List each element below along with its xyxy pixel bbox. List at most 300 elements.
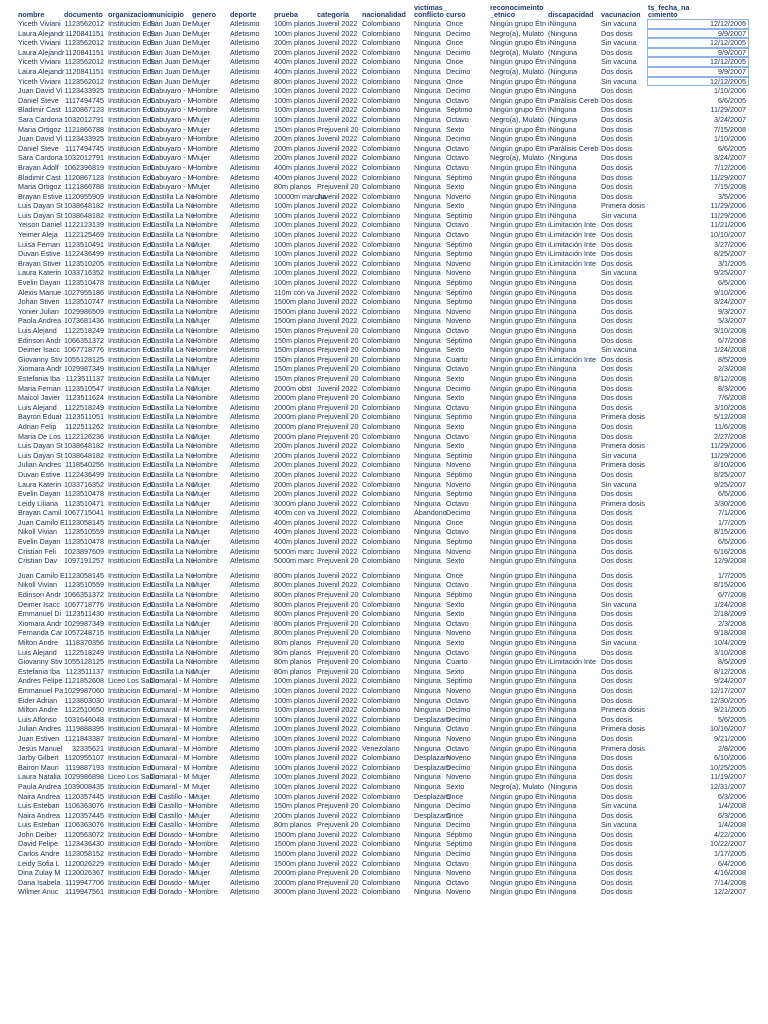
cell-reconocimiento-etnico[interactable]: Negro(a), Mulato bbox=[490, 114, 544, 124]
cell-reconocimiento-etnico[interactable]: Ningún grupo Étn bbox=[490, 287, 546, 297]
cell-discapacidad[interactable]: iNinguna bbox=[548, 705, 577, 715]
cell-curso[interactable]: Sexto bbox=[446, 599, 465, 609]
cell-vacunacion[interactable]: Dos dosis bbox=[601, 546, 633, 556]
table-row[interactable] bbox=[17, 240, 749, 250]
cell-municipio[interactable]: Castilla La Nu bbox=[150, 556, 195, 566]
cell-nombre[interactable]: Maria Fernan bbox=[18, 383, 61, 393]
cell-organizacion[interactable]: Institucion Edu bbox=[108, 210, 156, 220]
cell-victimas-conflicto[interactable]: Ninguna bbox=[414, 316, 441, 326]
cell-categoria[interactable]: Juvenil 2022 bbox=[317, 57, 358, 67]
cell-vacunacion[interactable]: Dos dosis bbox=[601, 647, 633, 657]
cell-municipio[interactable]: Castilla La Nu bbox=[150, 239, 195, 249]
cell-prueba[interactable]: 400m planos bbox=[274, 172, 316, 182]
cell-genero[interactable]: Hombre bbox=[192, 354, 218, 364]
cell-deporte[interactable]: Atletismo bbox=[230, 278, 260, 288]
cell-reconocimiento-etnico[interactable]: Ningún grupo Étn bbox=[490, 839, 546, 849]
cell-nombre[interactable]: Luis Alejand bbox=[18, 402, 57, 412]
cell-fecha-nacimiento[interactable]: 4/22/2006 bbox=[714, 829, 746, 839]
cell-reconocimiento-etnico[interactable]: Ningún grupo Étn bbox=[490, 86, 546, 96]
cell-genero[interactable]: Hombre bbox=[192, 326, 218, 335]
table-row[interactable] bbox=[17, 628, 749, 638]
cell-genero[interactable]: Mujer bbox=[192, 38, 210, 48]
cell-nombre[interactable]: David Felipe bbox=[18, 839, 58, 849]
table-row[interactable] bbox=[17, 518, 749, 528]
column-header-fecha-nacimiento[interactable]: ts_fecha_na cimiento bbox=[648, 3, 690, 19]
cell-organizacion[interactable]: Institucion Edu bbox=[108, 230, 156, 240]
cell-nacionalidad[interactable]: Colombiano bbox=[362, 556, 401, 566]
cell-nacionalidad[interactable]: Colombiano bbox=[362, 143, 401, 153]
cell-discapacidad[interactable]: iNinguna bbox=[548, 19, 577, 28]
cell-documento[interactable]: 1106363076 bbox=[64, 801, 104, 811]
cell-nacionalidad[interactable]: Colombiano bbox=[362, 858, 401, 868]
cell-organizacion[interactable]: Institucion Edu bbox=[108, 666, 156, 676]
cell-deporte[interactable]: Atletismo bbox=[230, 705, 260, 715]
cell-genero[interactable]: Hombre bbox=[192, 460, 218, 470]
cell-fecha-nacimiento[interactable]: 11/19/2007 bbox=[710, 772, 746, 782]
cell-discapacidad[interactable]: iNinguna bbox=[548, 287, 577, 297]
cell-organizacion[interactable]: Institucion Edu bbox=[108, 849, 156, 859]
cell-victimas-conflicto[interactable]: Ninguna bbox=[414, 412, 441, 422]
cell-nombre[interactable]: Luis Alejand bbox=[18, 326, 57, 335]
cell-nacionalidad[interactable]: Colombiano bbox=[362, 76, 401, 86]
cell-prueba[interactable]: 1500m plano bbox=[274, 316, 316, 326]
cell-documento[interactable]: 1122125469 bbox=[64, 230, 104, 240]
column-header-nombre[interactable]: nombre bbox=[18, 9, 45, 19]
cell-categoria[interactable]: Juvenil 2022 bbox=[317, 762, 358, 772]
cell-deporte[interactable]: Atletismo bbox=[230, 402, 260, 412]
cell-fecha-nacimiento[interactable]: 9/25/2007 bbox=[714, 479, 746, 489]
cell-genero[interactable]: Hombre bbox=[192, 345, 218, 355]
cell-organizacion[interactable]: Institucion Edu bbox=[108, 201, 156, 211]
cell-fecha-nacimiento[interactable]: 8/15/2006 bbox=[714, 527, 746, 537]
table-row[interactable] bbox=[17, 393, 749, 403]
cell-deporte[interactable]: Atletismo bbox=[230, 743, 260, 753]
cell-nacionalidad[interactable]: Colombiano bbox=[362, 287, 401, 297]
cell-nacionalidad[interactable]: Colombiano bbox=[362, 258, 401, 268]
table-row[interactable] bbox=[17, 676, 749, 686]
table-row[interactable] bbox=[17, 590, 749, 600]
cell-fecha-nacimiento[interactable]: 2/3/2008 bbox=[718, 618, 746, 628]
cell-documento[interactable]: 1123511051 bbox=[65, 412, 104, 422]
cell-curso[interactable]: Noveno bbox=[446, 628, 471, 638]
cell-categoria[interactable]: Juvenil 2022 bbox=[317, 19, 358, 28]
cell-vacunacion[interactable]: Dos dosis bbox=[601, 239, 633, 249]
cell-fecha-nacimiento[interactable]: 8/5/2009 bbox=[718, 657, 746, 667]
cell-curso[interactable]: Decimo bbox=[446, 66, 471, 76]
cell-fecha-nacimiento[interactable]: 2/18/2009 bbox=[714, 609, 746, 619]
cell-discapacidad[interactable]: iNinguna bbox=[548, 733, 577, 743]
cell-nombre[interactable]: Juan David Vi bbox=[18, 86, 63, 96]
cell-victimas-conflicto[interactable]: Ninguna bbox=[414, 441, 441, 451]
cell-curso[interactable]: Sexto bbox=[446, 638, 465, 647]
cell-municipio[interactable]: Cabuyaro - M bbox=[150, 134, 194, 144]
cell-vacunacion[interactable]: Primera dosis bbox=[601, 201, 645, 211]
cell-deporte[interactable]: Atletismo bbox=[230, 810, 260, 820]
cell-documento[interactable]: 1073681436 bbox=[64, 316, 104, 326]
column-header-genero[interactable]: genero bbox=[192, 9, 216, 19]
cell-prueba[interactable]: 150m planos bbox=[274, 124, 316, 134]
cell-fecha-nacimiento[interactable]: 5/6/2005 bbox=[718, 714, 746, 724]
cell-genero[interactable]: Hombre bbox=[192, 638, 218, 647]
cell-prueba[interactable]: 200m planos bbox=[274, 143, 316, 153]
cell-categoria[interactable]: Juvenil 2022 bbox=[317, 829, 358, 839]
cell-deporte[interactable]: Atletismo bbox=[230, 508, 260, 518]
cell-categoria[interactable]: Juvenil 2022 bbox=[317, 810, 358, 820]
cell-nombre[interactable]: Julian Andres bbox=[18, 724, 62, 734]
cell-categoria[interactable]: Juvenil 2022 bbox=[317, 517, 358, 527]
cell-vacunacion[interactable]: Dos dosis bbox=[601, 354, 633, 364]
cell-deporte[interactable]: Atletismo bbox=[230, 230, 260, 240]
cell-documento[interactable]: 1032012791 bbox=[64, 114, 104, 124]
cell-organizacion[interactable]: Institucion Edu bbox=[108, 383, 156, 393]
cell-curso[interactable]: Sexto bbox=[446, 556, 465, 566]
cell-victimas-conflicto[interactable]: Desplazam bbox=[414, 791, 450, 801]
cell-categoria[interactable]: Juvenil 2022 bbox=[317, 220, 358, 230]
cell-deporte[interactable]: Atletismo bbox=[230, 354, 260, 364]
cell-categoria[interactable]: Prejuvenil 20 bbox=[317, 868, 359, 878]
cell-genero[interactable]: Hombre bbox=[192, 86, 218, 96]
cell-documento[interactable]: 1123562012 bbox=[64, 76, 104, 86]
cell-municipio[interactable]: Cabuyaro - M bbox=[150, 172, 194, 182]
cell-organizacion[interactable]: Institucion Edu bbox=[108, 191, 156, 201]
cell-nacionalidad[interactable]: Colombiano bbox=[362, 791, 401, 801]
cell-prueba[interactable]: 100m planos bbox=[274, 114, 316, 124]
cell-documento[interactable]: 1123510205 bbox=[64, 258, 104, 268]
cell-curso[interactable]: Decimo bbox=[446, 705, 471, 715]
cell-categoria[interactable]: Prejuvenil 20 bbox=[317, 431, 359, 441]
cell-prueba[interactable]: 800m planos bbox=[274, 580, 316, 590]
cell-municipio[interactable]: Cumaral - M bbox=[150, 781, 190, 791]
cell-victimas-conflicto[interactable]: Ninguna bbox=[414, 66, 441, 76]
cell-nombre[interactable]: Bairon Mauri bbox=[18, 762, 59, 772]
cell-nacionalidad[interactable]: Colombiano bbox=[362, 469, 401, 479]
cell-curso[interactable]: Octavo bbox=[446, 580, 469, 590]
cell-victimas-conflicto[interactable]: Ninguna bbox=[414, 676, 441, 686]
table-row[interactable] bbox=[17, 96, 749, 106]
cell-prueba[interactable]: 100m planos bbox=[274, 95, 316, 105]
cell-victimas-conflicto[interactable]: Ninguna bbox=[414, 421, 441, 431]
cell-deporte[interactable]: Atletismo bbox=[230, 258, 260, 268]
cell-deporte[interactable]: Atletismo bbox=[230, 172, 260, 182]
cell-categoria[interactable]: Prejuvenil 20 bbox=[317, 590, 359, 600]
cell-reconocimiento-etnico[interactable]: Ningún grupo Étn bbox=[490, 162, 546, 172]
cell-categoria[interactable]: Juvenil 2022 bbox=[317, 460, 358, 470]
cell-fecha-nacimiento[interactable]: 8/25/2007 bbox=[714, 249, 746, 259]
cell-reconocimiento-etnico[interactable]: Ningún grupo Étn bbox=[490, 57, 546, 67]
cell-genero[interactable]: Hombre bbox=[192, 676, 218, 686]
cell-nombre[interactable]: Cristian Feli bbox=[18, 546, 56, 556]
cell-organizacion[interactable]: Institucion Edu bbox=[108, 364, 156, 374]
cell-genero[interactable]: Mujer bbox=[192, 489, 210, 499]
cell-curso[interactable]: Séptimo bbox=[446, 297, 473, 307]
cell-nacionalidad[interactable]: Colombiano bbox=[362, 724, 401, 734]
cell-genero[interactable]: Hombre bbox=[192, 887, 218, 897]
cell-organizacion[interactable]: Institucion Edu bbox=[108, 618, 156, 628]
column-header-prueba[interactable]: prueba bbox=[274, 9, 298, 19]
cell-deporte[interactable]: Atletismo bbox=[230, 124, 260, 134]
cell-victimas-conflicto[interactable]: Ninguna bbox=[414, 618, 441, 628]
cell-deporte[interactable]: Atletismo bbox=[230, 153, 260, 163]
cell-municipio[interactable]: El Castillo - M bbox=[150, 810, 195, 820]
cell-prueba[interactable]: 400m planos bbox=[274, 537, 316, 547]
cell-prueba[interactable]: 100m planos bbox=[274, 19, 316, 28]
cell-victimas-conflicto[interactable]: Ninguna bbox=[414, 153, 441, 163]
cell-categoria[interactable]: Juvenil 2022 bbox=[317, 306, 358, 316]
cell-reconocimiento-etnico[interactable]: Ningún grupo Étn bbox=[490, 628, 546, 638]
table-row[interactable] bbox=[17, 811, 749, 821]
cell-reconocimiento-etnico[interactable]: Ningún grupo Étn bbox=[490, 95, 546, 105]
cell-documento[interactable]: 1123562012 bbox=[64, 19, 104, 28]
cell-municipio[interactable]: Castilla La Nu bbox=[150, 657, 195, 667]
table-row[interactable] bbox=[17, 859, 749, 869]
cell-prueba[interactable]: 2000m plano bbox=[274, 393, 316, 403]
cell-victimas-conflicto[interactable]: Ninguna bbox=[414, 383, 441, 393]
cell-prueba[interactable]: 10000m marcha bbox=[274, 191, 326, 201]
cell-nombre[interactable]: Brayan Estive bbox=[18, 191, 63, 201]
cell-deporte[interactable]: Atletismo bbox=[230, 849, 260, 859]
cell-organizacion[interactable]: Institucion Edu bbox=[108, 877, 156, 887]
cell-discapacidad[interactable]: iNinguna bbox=[548, 580, 577, 590]
cell-organizacion[interactable]: Institucion Edu bbox=[108, 887, 156, 897]
cell-fecha-nacimiento[interactable]: 11/21/2006 bbox=[710, 220, 746, 230]
cell-genero[interactable]: Hombre bbox=[192, 685, 218, 695]
column-header-reconocimiento-etnico[interactable]: reconocimeinto _etnico bbox=[490, 3, 544, 19]
cell-categoria[interactable]: Juvenil 2022 bbox=[317, 249, 358, 259]
table-row[interactable] bbox=[17, 403, 749, 413]
cell-victimas-conflicto[interactable]: Ninguna bbox=[414, 705, 441, 715]
cell-curso[interactable]: Octavo bbox=[446, 695, 469, 705]
cell-discapacidad[interactable]: iNinguna bbox=[548, 609, 577, 619]
cell-deporte[interactable]: Atletismo bbox=[230, 345, 260, 355]
cell-prueba[interactable]: 110m con va bbox=[274, 287, 315, 297]
cell-documento[interactable]: 1027955186 bbox=[64, 287, 104, 297]
cell-municipio[interactable]: Castilla La Nu bbox=[150, 412, 195, 422]
cell-deporte[interactable]: Atletismo bbox=[230, 114, 260, 124]
cell-reconocimiento-etnico[interactable]: Ningún grupo Étn bbox=[490, 383, 546, 393]
cell-discapacidad[interactable]: iNinguna bbox=[548, 556, 577, 566]
cell-genero[interactable]: Mujer bbox=[192, 278, 210, 288]
cell-reconocimiento-etnico[interactable]: Ningún grupo Étn bbox=[490, 393, 546, 403]
cell-genero[interactable]: Mujer bbox=[192, 239, 210, 249]
cell-documento[interactable]: 1118370356 bbox=[65, 638, 104, 647]
cell-reconocimiento-etnico[interactable]: Ningún grupo Étn bbox=[490, 868, 546, 878]
cell-documento[interactable]: 1066351372 bbox=[64, 590, 104, 600]
cell-genero[interactable]: Hombre bbox=[192, 849, 218, 859]
cell-organizacion[interactable]: Institucion Edu bbox=[108, 714, 156, 724]
cell-nacionalidad[interactable]: Colombiano bbox=[362, 268, 401, 278]
cell-organizacion[interactable]: Liceo Los Sabio bbox=[108, 772, 160, 782]
cell-deporte[interactable]: Atletismo bbox=[230, 364, 260, 374]
column-header-discapacidad[interactable]: discapacidad bbox=[548, 9, 594, 19]
cell-municipio[interactable]: Castilla La Nu bbox=[150, 450, 195, 460]
cell-fecha-nacimiento[interactable]: 9/21/2006 bbox=[714, 733, 746, 743]
cell-reconocimiento-etnico[interactable]: Ningún grupo Étn bbox=[490, 887, 546, 897]
cell-discapacidad[interactable]: iNinguna bbox=[548, 316, 577, 326]
cell-nombre[interactable]: Paula Andrea bbox=[18, 781, 62, 791]
cell-municipio[interactable]: El Dorado - M bbox=[150, 868, 195, 878]
cell-nombre[interactable]: Estefania Iba bbox=[18, 666, 60, 676]
cell-curso[interactable]: Once bbox=[446, 810, 464, 820]
cell-nacionalidad[interactable]: Colombiano bbox=[362, 201, 401, 211]
cell-vacunacion[interactable]: Dos dosis bbox=[601, 676, 633, 686]
cell-victimas-conflicto[interactable]: Ninguna bbox=[414, 182, 441, 192]
table-row[interactable] bbox=[17, 830, 749, 840]
table-row[interactable] bbox=[17, 29, 749, 39]
cell-vacunacion[interactable]: Dos dosis bbox=[601, 402, 633, 412]
cell-discapacidad[interactable]: iNinguna bbox=[548, 345, 577, 355]
table-row[interactable] bbox=[17, 696, 749, 706]
cell-categoria[interactable]: Prejuvenil 20 bbox=[317, 402, 359, 412]
cell-documento[interactable]: 1029986898 bbox=[64, 772, 104, 782]
cell-categoria[interactable]: Juvenil 2022 bbox=[317, 66, 358, 76]
cell-victimas-conflicto[interactable]: Ninguna bbox=[414, 609, 441, 619]
cell-curso[interactable]: Decimo bbox=[446, 86, 471, 96]
table-row[interactable] bbox=[17, 571, 749, 581]
table-row[interactable] bbox=[17, 86, 749, 96]
cell-prueba[interactable]: 1500m plano bbox=[274, 839, 316, 849]
cell-curso[interactable]: Sexto bbox=[446, 441, 465, 451]
cell-fecha-nacimiento[interactable]: 8/5/2009 bbox=[718, 354, 746, 364]
cell-victimas-conflicto[interactable]: Ninguna bbox=[414, 134, 441, 144]
cell-reconocimiento-etnico[interactable]: Ningún grupo Étn bbox=[490, 546, 546, 556]
cell-genero[interactable]: Hombre bbox=[192, 695, 218, 705]
cell-curso[interactable]: Noveno bbox=[446, 460, 471, 470]
cell-curso[interactable]: Noveno bbox=[446, 191, 471, 201]
cell-victimas-conflicto[interactable]: Ninguna bbox=[414, 297, 441, 307]
cell-reconocimiento-etnico[interactable]: Ningún grupo Étn bbox=[490, 220, 546, 230]
cell-categoria[interactable]: Juvenil 2022 bbox=[317, 580, 358, 590]
cell-municipio[interactable]: Castilla La Nu bbox=[150, 402, 195, 412]
cell-reconocimiento-etnico[interactable]: Ningún grupo Étn bbox=[490, 19, 546, 28]
cell-documento[interactable]: 1123511430 bbox=[65, 609, 104, 619]
cell-prueba[interactable]: 150m planos bbox=[274, 335, 316, 345]
cell-organizacion[interactable]: Institucion Edu bbox=[108, 469, 156, 479]
cell-reconocimiento-etnico[interactable]: Ningún grupo Étn bbox=[490, 772, 546, 782]
cell-curso[interactable]: Noveno bbox=[446, 772, 471, 782]
cell-genero[interactable]: Mujer bbox=[192, 19, 210, 28]
cell-curso[interactable]: Decimo bbox=[446, 134, 471, 144]
cell-deporte[interactable]: Atletismo bbox=[230, 249, 260, 259]
cell-victimas-conflicto[interactable]: Ninguna bbox=[414, 772, 441, 782]
cell-nacionalidad[interactable]: Colombiano bbox=[362, 431, 401, 441]
cell-municipio[interactable]: San Juan De bbox=[150, 28, 192, 38]
cell-nacionalidad[interactable]: Colombiano bbox=[362, 820, 401, 830]
cell-curso[interactable]: Sexto bbox=[446, 124, 465, 134]
cell-categoria[interactable]: Juvenil 2022 bbox=[317, 781, 358, 791]
cell-vacunacion[interactable]: Dos dosis bbox=[601, 685, 633, 695]
cell-municipio[interactable]: Castilla La Nu bbox=[150, 666, 195, 676]
cell-deporte[interactable]: Atletismo bbox=[230, 431, 260, 441]
cell-victimas-conflicto[interactable]: Ninguna bbox=[414, 210, 441, 220]
cell-victimas-conflicto[interactable]: Ninguna bbox=[414, 599, 441, 609]
cell-fecha-nacimiento[interactable]: 9/3/2007 bbox=[718, 306, 746, 316]
cell-deporte[interactable]: Atletismo bbox=[230, 724, 260, 734]
cell-categoria[interactable]: Juvenil 2022 bbox=[317, 469, 358, 479]
cell-reconocimiento-etnico[interactable]: Ningún grupo Étn bbox=[490, 537, 546, 547]
cell-deporte[interactable]: Atletismo bbox=[230, 647, 260, 657]
cell-fecha-nacimiento[interactable]: 11/29/2006 bbox=[710, 441, 746, 451]
cell-categoria[interactable]: Juvenil 2022 bbox=[317, 134, 358, 144]
table-row[interactable] bbox=[17, 268, 749, 278]
cell-organizacion[interactable]: Institucion Edu bbox=[108, 527, 156, 537]
cell-municipio[interactable]: Castilla La Nu bbox=[150, 287, 195, 297]
cell-categoria[interactable]: Juvenil 2022 bbox=[317, 791, 358, 801]
cell-prueba[interactable]: 80m planos bbox=[274, 647, 312, 657]
cell-victimas-conflicto[interactable]: Ninguna bbox=[414, 28, 441, 38]
cell-genero[interactable]: Hombre bbox=[192, 143, 218, 153]
cell-organizacion[interactable]: Institucion Edu bbox=[108, 580, 156, 590]
cell-discapacidad[interactable]: iNinguna bbox=[548, 887, 577, 897]
cell-vacunacion[interactable]: Dos dosis bbox=[601, 287, 633, 297]
cell-municipio[interactable]: Castilla La Nu bbox=[150, 479, 195, 489]
cell-reconocimiento-etnico[interactable]: Ningún grupo Étn bbox=[490, 143, 546, 153]
cell-nacionalidad[interactable]: Colombiano bbox=[362, 412, 401, 422]
cell-fecha-nacimiento[interactable]: 6/3/2006 bbox=[718, 810, 746, 820]
cell-municipio[interactable]: Castilla La Nu bbox=[150, 373, 195, 383]
cell-victimas-conflicto[interactable]: Ninguna bbox=[414, 306, 441, 316]
cell-categoria[interactable]: Juvenil 2022 bbox=[317, 489, 358, 499]
cell-nombre[interactable]: Dina Zulay M bbox=[18, 868, 61, 878]
cell-organizacion[interactable]: Institucion Edu bbox=[108, 268, 156, 278]
cell-categoria[interactable]: Juvenil 2022 bbox=[317, 239, 358, 249]
cell-documento[interactable]: 1120357445 bbox=[64, 810, 104, 820]
cell-fecha-nacimiento[interactable]: 8/3/2006 bbox=[718, 383, 746, 393]
table-row[interactable] bbox=[17, 489, 749, 499]
cell-fecha-nacimiento[interactable]: 6/7/2008 bbox=[718, 335, 746, 345]
cell-categoria[interactable]: Juvenil 2022 bbox=[317, 527, 358, 537]
cell-discapacidad[interactable]: iNinguna bbox=[548, 820, 577, 830]
cell-nacionalidad[interactable]: Colombiano bbox=[362, 628, 401, 638]
cell-curso[interactable]: Sexto bbox=[446, 421, 465, 431]
cell-victimas-conflicto[interactable]: Ninguna bbox=[414, 114, 441, 124]
cell-organizacion[interactable]: Institucion Edu bbox=[108, 95, 156, 105]
cell-municipio[interactable]: El Dorado - M bbox=[150, 877, 195, 887]
cell-deporte[interactable]: Atletismo bbox=[230, 287, 260, 297]
cell-organizacion[interactable]: Institucion Edu bbox=[108, 753, 156, 763]
cell-fecha-nacimiento[interactable]: 7/1/2006 bbox=[718, 508, 746, 518]
table-row[interactable] bbox=[17, 508, 749, 518]
cell-reconocimiento-etnico[interactable]: Ningún grupo Étn bbox=[490, 877, 546, 887]
cell-prueba[interactable]: 100m planos bbox=[274, 258, 316, 268]
cell-organizacion[interactable]: Institucion Edu bbox=[108, 638, 156, 647]
cell-organizacion[interactable]: Institucion Edu bbox=[108, 724, 156, 734]
cell-reconocimiento-etnico[interactable]: Ningún grupo Étn bbox=[490, 105, 546, 115]
cell-vacunacion[interactable]: Dos dosis bbox=[601, 810, 633, 820]
cell-reconocimiento-etnico[interactable]: Ningún grupo Étn bbox=[490, 354, 546, 364]
cell-deporte[interactable]: Atletismo bbox=[230, 182, 260, 192]
cell-nombre[interactable]: Luis Dayan St bbox=[18, 201, 63, 211]
cell-reconocimiento-etnico[interactable]: Ningún grupo Étn bbox=[490, 258, 546, 268]
cell-genero[interactable]: Hombre bbox=[192, 450, 218, 460]
cell-deporte[interactable]: Atletismo bbox=[230, 373, 260, 383]
cell-municipio[interactable]: Castilla La Nu bbox=[150, 517, 195, 527]
cell-organizacion[interactable]: Institucion Edu bbox=[108, 86, 156, 96]
cell-discapacidad[interactable]: iNinguna bbox=[548, 479, 577, 489]
cell-reconocimiento-etnico[interactable]: Ningún grupo Étn bbox=[490, 479, 546, 489]
cell-prueba[interactable]: 400m con va bbox=[274, 508, 316, 518]
cell-nacionalidad[interactable]: Colombiano bbox=[362, 326, 401, 335]
cell-genero[interactable]: Hombre bbox=[192, 599, 218, 609]
cell-fecha-nacimiento[interactable]: 7/15/2008 bbox=[714, 124, 746, 134]
cell-genero[interactable]: Hombre bbox=[192, 134, 218, 144]
cell-vacunacion[interactable]: Dos dosis bbox=[601, 877, 633, 887]
cell-curso[interactable]: Noveno bbox=[446, 753, 471, 763]
cell-victimas-conflicto[interactable]: Ninguna bbox=[414, 666, 441, 676]
cell-curso[interactable]: Séptimo bbox=[446, 676, 473, 686]
cell-organizacion[interactable]: Institucion Edu bbox=[108, 412, 156, 422]
cell-victimas-conflicto[interactable]: Ninguna bbox=[414, 393, 441, 403]
cell-discapacidad[interactable]: iNinguna bbox=[548, 441, 577, 451]
